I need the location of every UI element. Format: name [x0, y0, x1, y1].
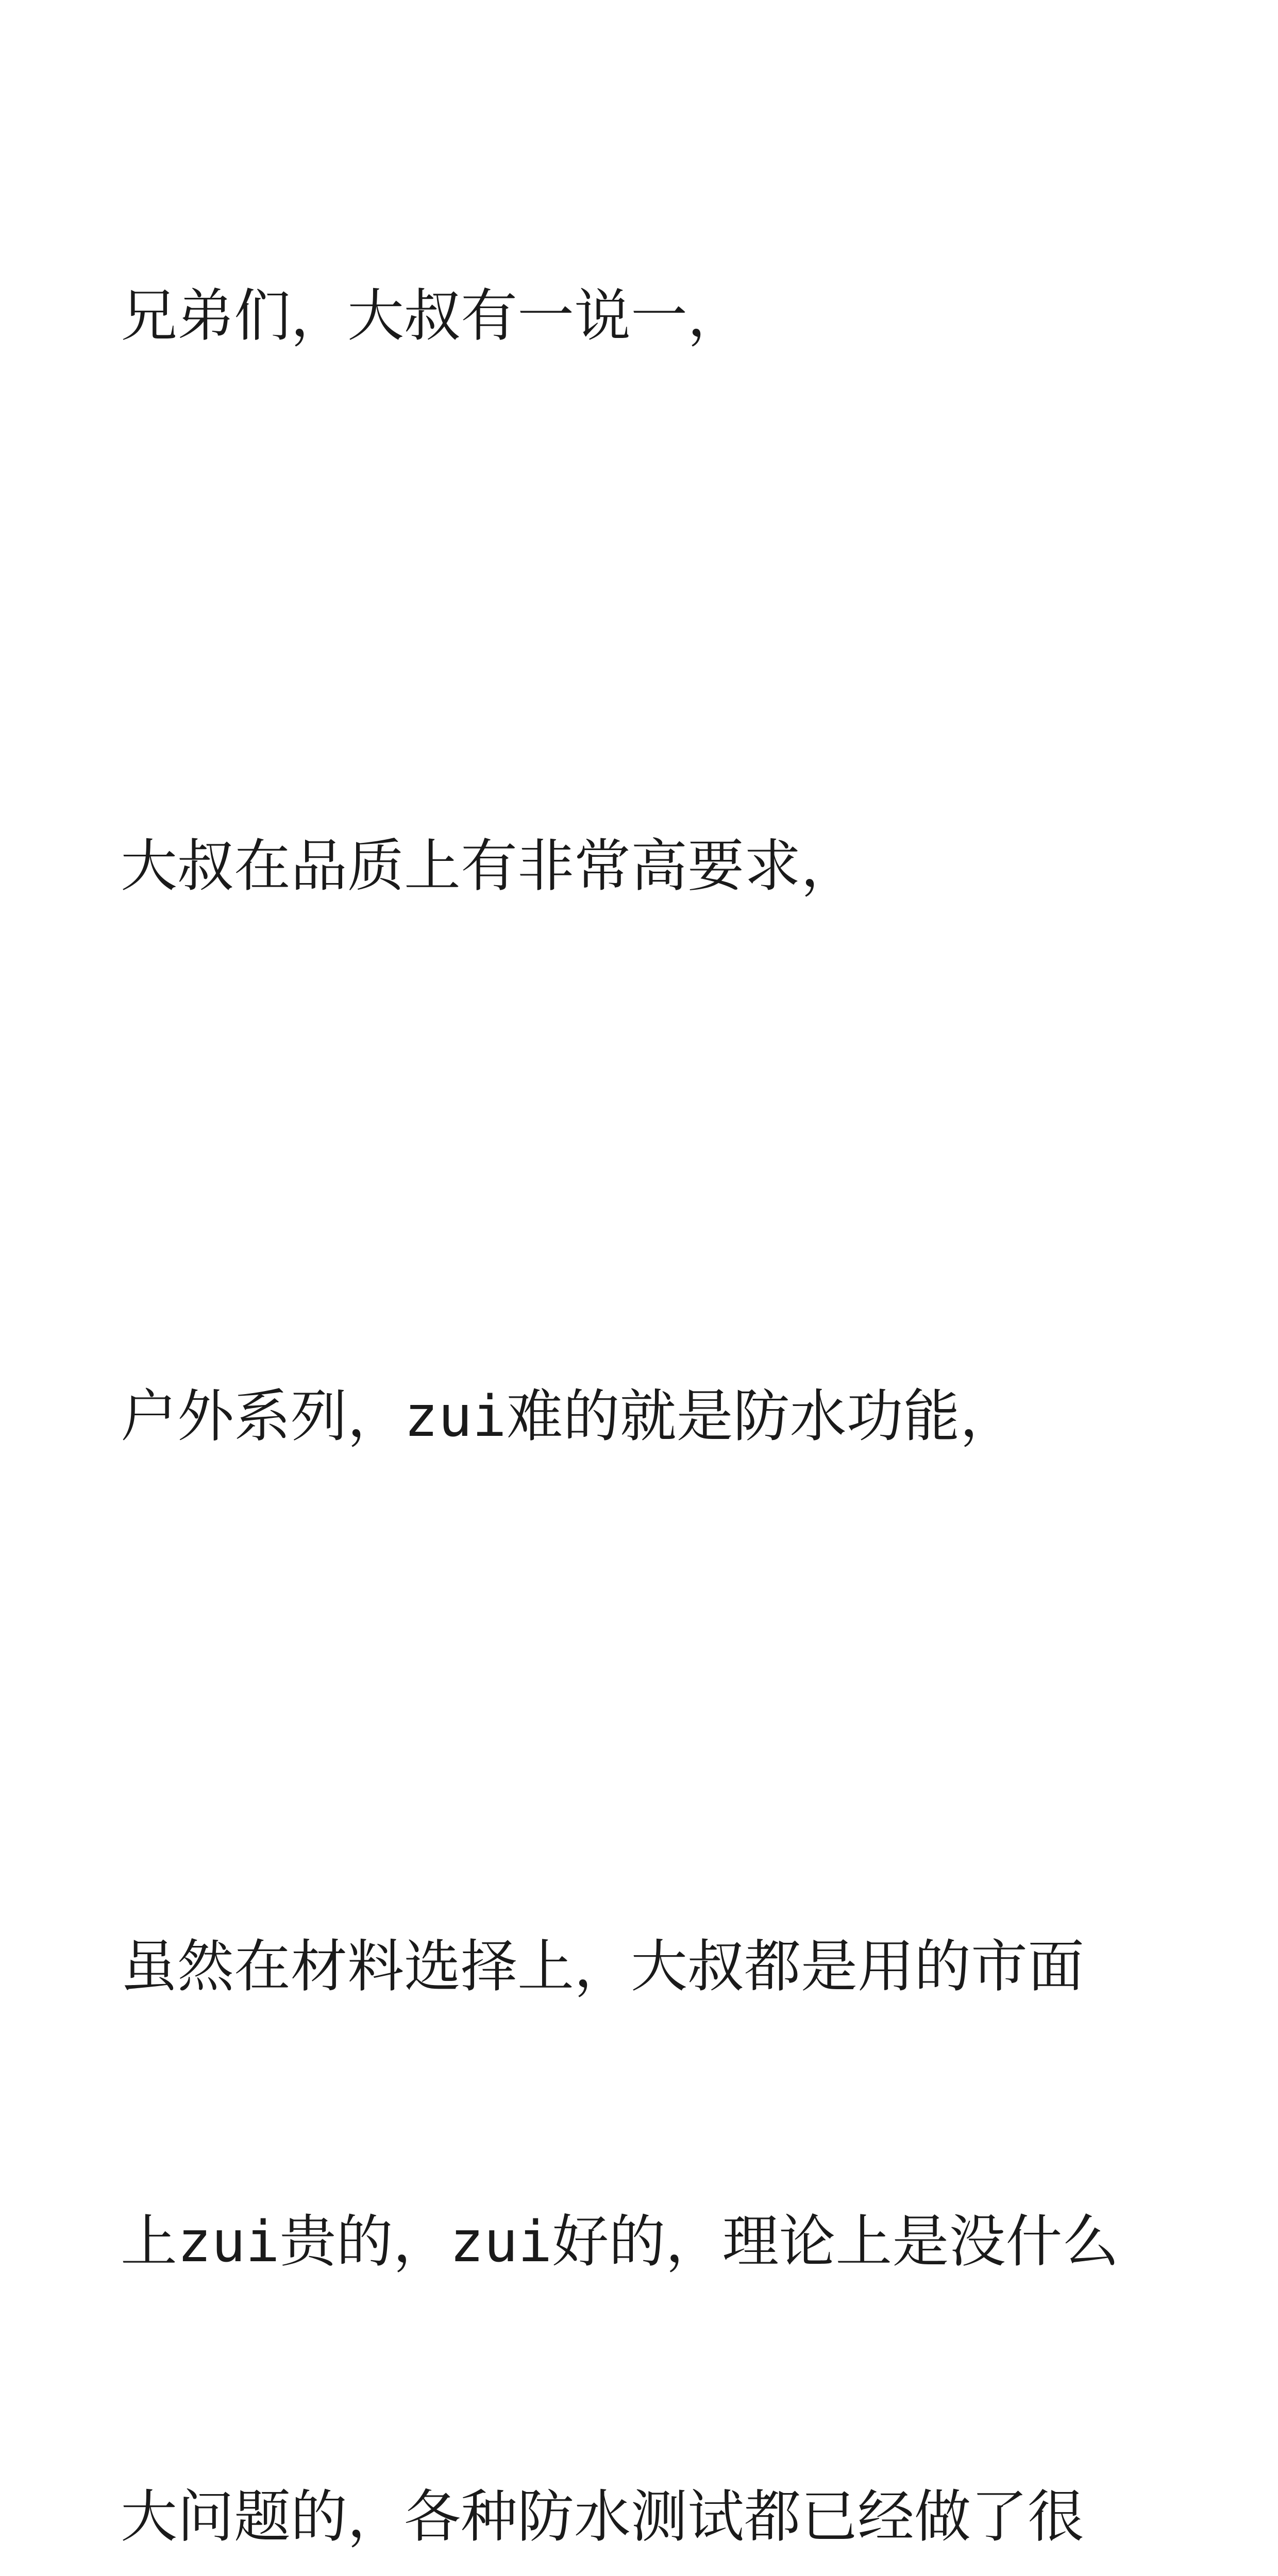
text-line: 上zui贵的，zui好的，理论上是没什么	[121, 2209, 1119, 2275]
text-line: 大叔在品质上有非常高要求，	[121, 833, 857, 899]
paragraph	[121, 1187, 1162, 1646]
paragraph	[121, 87, 1162, 545]
paragraph	[121, 637, 1162, 1095]
paragraph	[121, 1737, 1162, 2576]
text-line: 大问题的，各种防水测试都已经做了很	[121, 2484, 1084, 2550]
text-line: 户外系列，zui难的就是防水功能，	[121, 1383, 1017, 1449]
text-line: 兄弟们，大叔有一说一，	[121, 283, 744, 349]
article-body	[121, 87, 1162, 2576]
text-line: 虽然在材料选择上，大叔都是用的市面	[121, 1934, 1084, 1999]
